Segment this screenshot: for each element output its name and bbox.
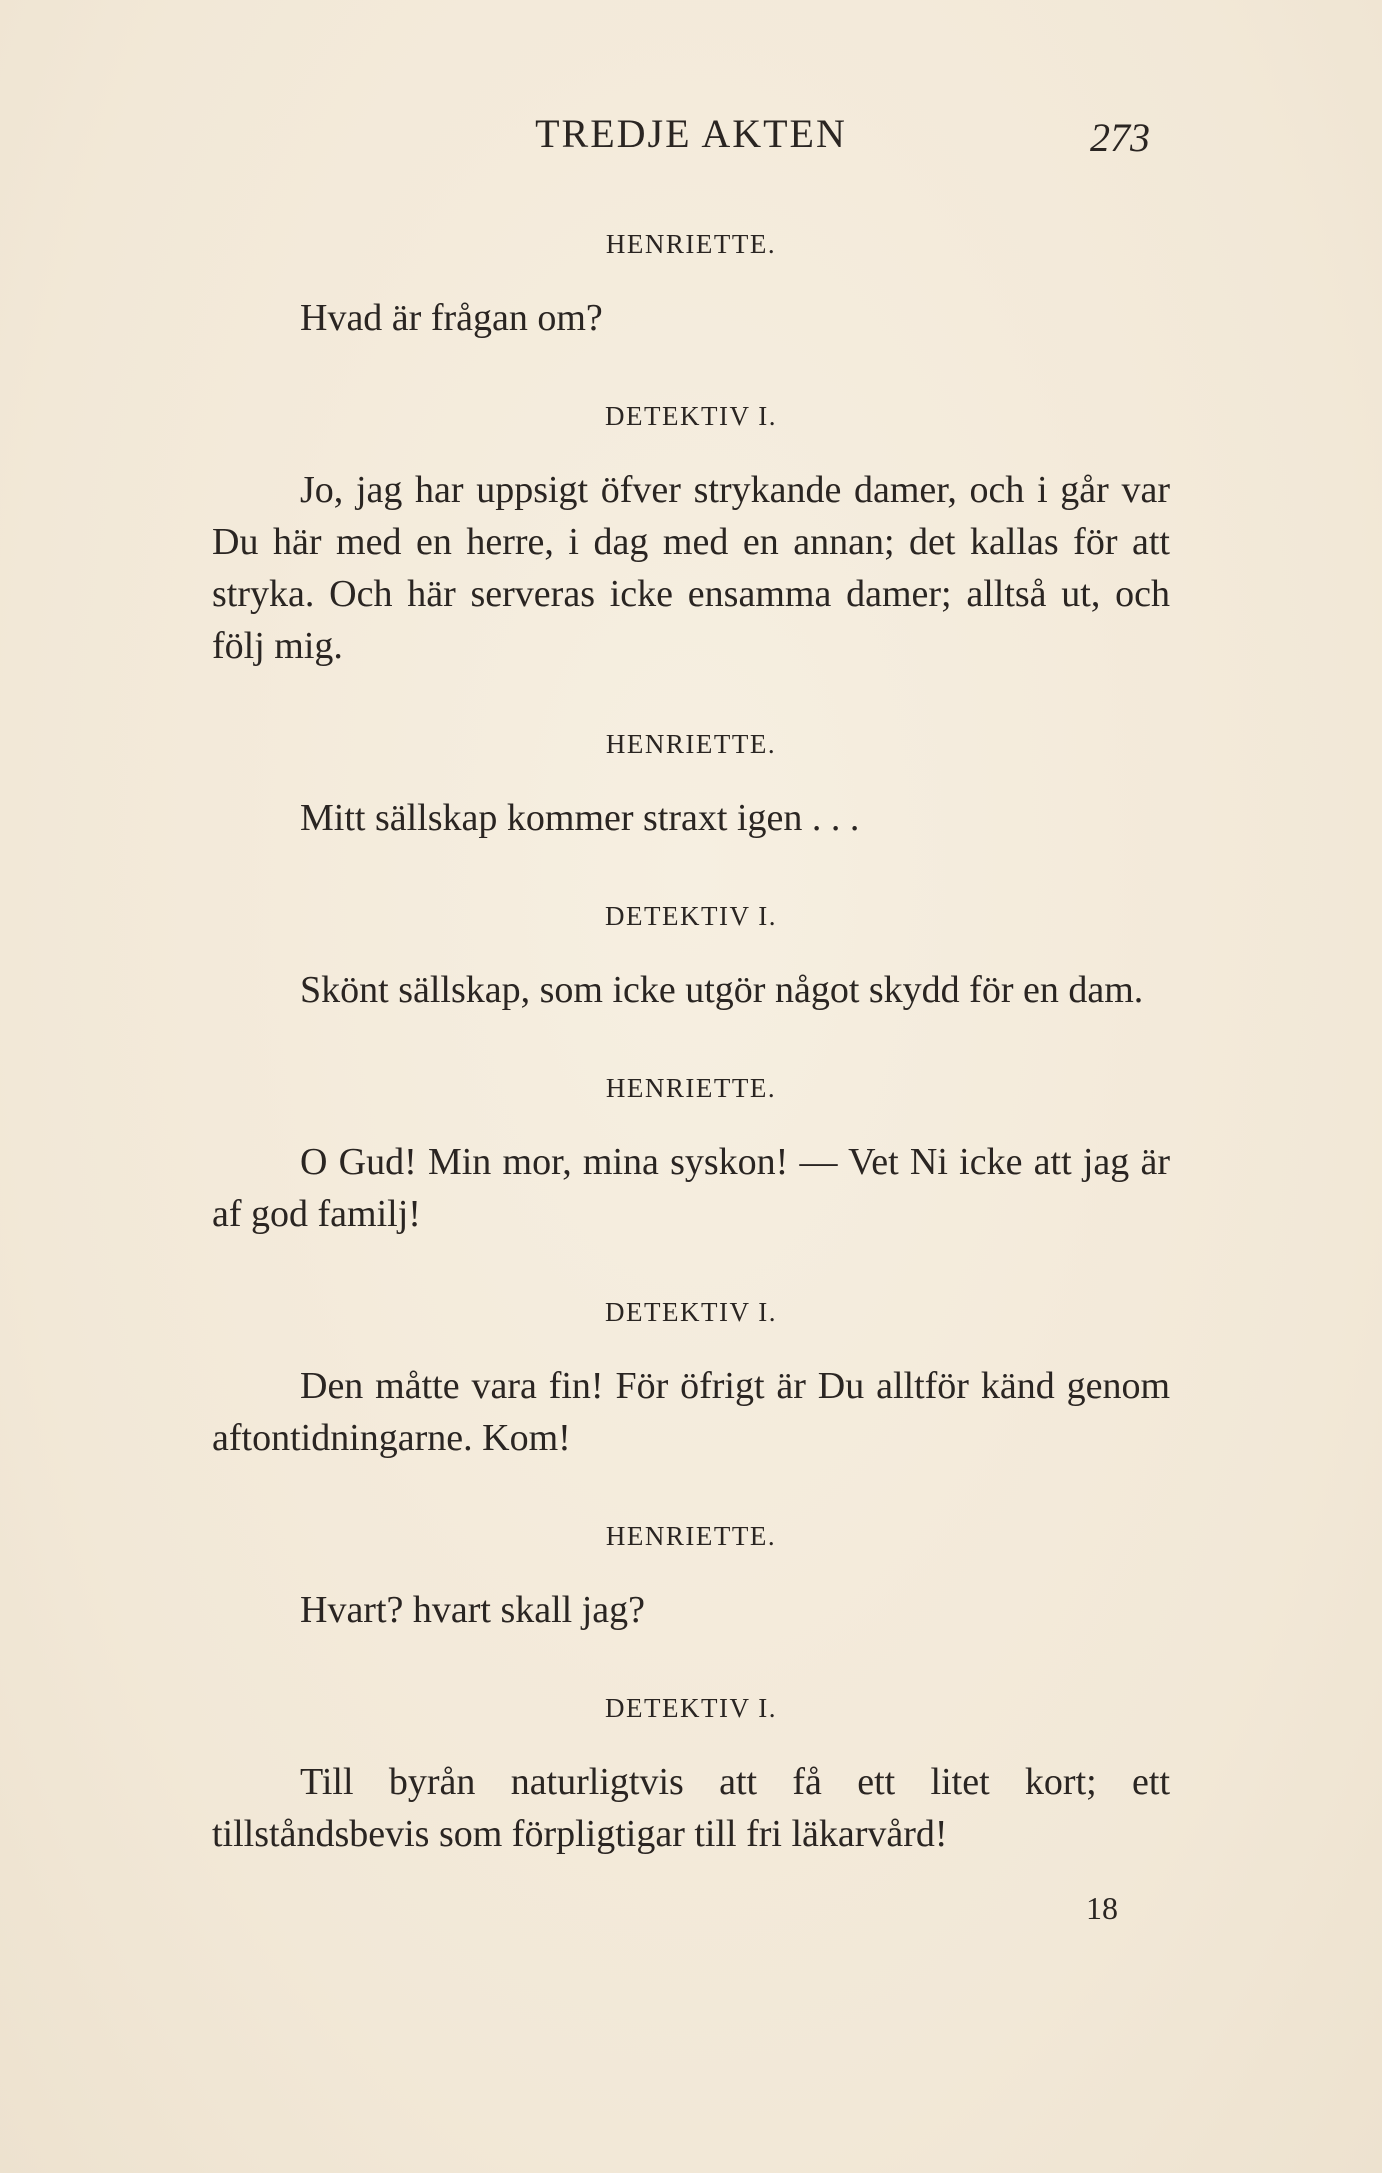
- printer-signature-mark: 18: [1086, 1890, 1118, 1926]
- speech-text: Mitt sällskap kommer straxt igen . . .: [300, 797, 860, 839]
- speech-text: Hvart? hvart skall jag?: [300, 1589, 646, 1631]
- speaker-name: HENRIETTE.: [605, 729, 777, 759]
- speech-text: Jo, jag har uppsigt öfver strykande damer, och i går var Du här med en herre, i dag med en annan; det kallas för att stryka. Och här serveras icke ensamma damer; alltså ut, och följ mig.: [212, 469, 1170, 667]
- speaker-name: HENRIETTE.: [605, 229, 777, 259]
- speaker-name: DETEKTIV I.: [605, 1693, 777, 1723]
- speaker-name: HENRIETTE.: [605, 1073, 777, 1103]
- dialogue-content: [212, 224, 1170, 1860]
- speaker-name: DETEKTIV I.: [605, 1297, 777, 1327]
- speaker-name: DETEKTIV I.: [605, 401, 777, 431]
- running-header-title: TREDJE AKTEN: [535, 111, 847, 156]
- speech-text: O Gud! Min mor, mina syskon! — Vet Ni icke att jag är af god familj!: [212, 1141, 1170, 1235]
- speaker-name: HENRIETTE.: [605, 1521, 777, 1551]
- speech-text: Till byrån naturligtvis att få ett litet kort; ett tillståndsbevis som förpligtigar till fri läkarvård!: [212, 1761, 1170, 1855]
- speech-text: Den måtte vara fin! För öfrigt är Du alltför känd genom aftontidningarne. Kom!: [212, 1365, 1170, 1459]
- speaker-name: DETEKTIV I.: [605, 901, 777, 931]
- page-number: 273: [1090, 115, 1150, 160]
- speech-text: Skönt sällskap, som icke utgör något skydd för en dam.: [300, 969, 1144, 1011]
- speech-text: Hvad är frågan om?: [300, 297, 603, 339]
